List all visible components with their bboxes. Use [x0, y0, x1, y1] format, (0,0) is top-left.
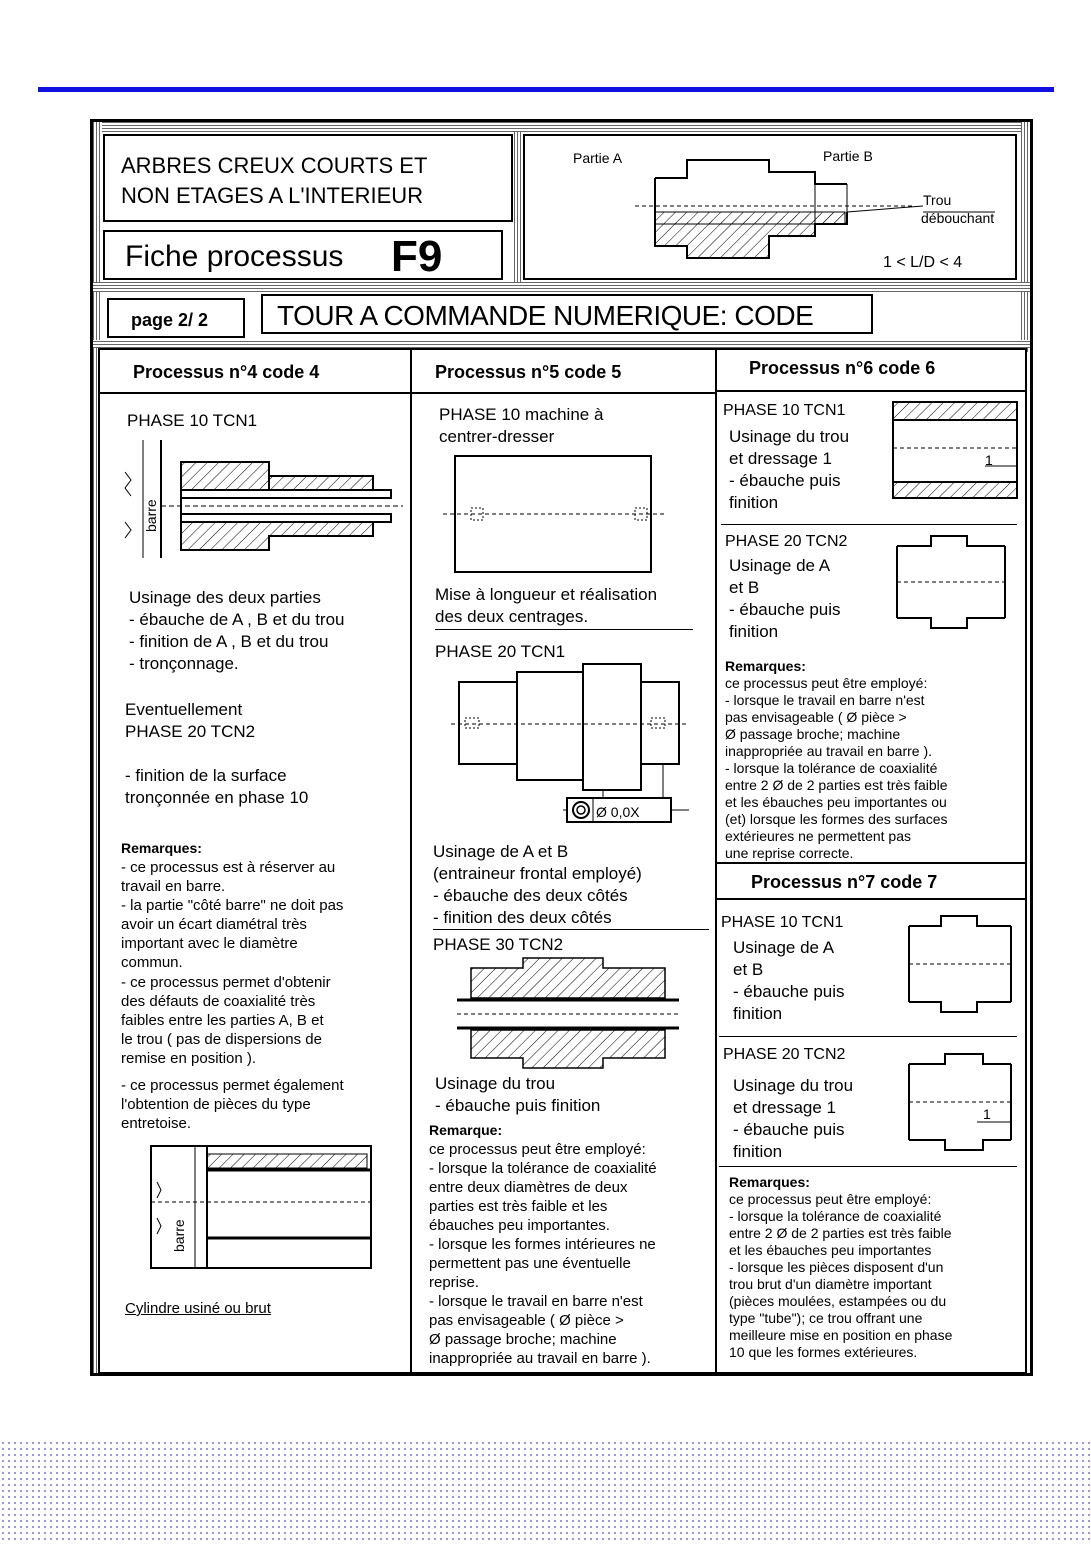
process7-phase20-drawing — [905, 1046, 1035, 1156]
col2-remarque-line: Ø passage broche; machine — [429, 1331, 617, 1348]
page-box — [107, 298, 245, 338]
col2-header-rule — [410, 392, 715, 394]
col1-remarque-line: des défauts de coaxialité très — [121, 993, 316, 1010]
col3-usinage10-0: Usinage du trou — [729, 427, 850, 446]
col3-phase10: PHASE 10 TCN1 — [723, 402, 846, 419]
col3-remarques-title: Remarques: — [725, 658, 806, 674]
col2-usinage-trou-0: Usinage du trou — [435, 1074, 556, 1093]
col1-remarque-line: remise en position ). — [121, 1050, 257, 1067]
col2-remarque-line: inappropriée au travail en barre ). — [429, 1350, 651, 1367]
col2-usinage-0: Usinage de A et B — [433, 842, 569, 861]
col2-rule-2 — [433, 929, 709, 930]
ratio-label: 1 < L/D < 4 — [883, 254, 963, 271]
col3-usinage20-1: et B — [729, 578, 760, 597]
col2-remarque-title: Remarque: — [429, 1122, 503, 1138]
partie-a-label: Partie A — [573, 150, 623, 166]
col2-usinage-3: - finition des deux côtés — [433, 908, 612, 927]
title-line1: ARBRES CREUX COURTS ET — [121, 153, 428, 178]
col2-mise-0: Mise à longueur et réalisation — [435, 585, 658, 604]
col1-barre-label: barre — [143, 499, 159, 532]
title-line2: NON ETAGES A L'INTERIEUR — [121, 183, 424, 208]
process5-phase30-drawing — [453, 954, 683, 1074]
col2-remarque-line: reprise. — [429, 1274, 480, 1291]
col3-p7-remarques-title: Remarques: — [729, 1174, 810, 1190]
process6-phase20-drawing — [891, 526, 1021, 636]
col1-remarque-line: - ce processus permet d'obtenir — [121, 974, 331, 991]
process7-title: Processus n°7 code 7 — [751, 872, 938, 892]
col3-header-rule — [715, 390, 1027, 392]
col2-remarque-line: - lorsque la tolérance de coaxialité — [429, 1160, 657, 1177]
col2-tolerance: Ø 0,0X — [596, 804, 640, 820]
col2-usinage-trou-1: - ébauche puis finition — [435, 1096, 601, 1115]
col1-remarque-line: travail en barre. — [121, 878, 226, 895]
process7-phase10-drawing — [905, 910, 1035, 1020]
col1-barre2-label: barre — [171, 1219, 187, 1252]
col3-p7-label1: 1 — [983, 1106, 991, 1122]
col2-usinage-2: - ébauche des deux côtés — [433, 886, 628, 905]
process4-part-drawing — [113, 432, 413, 562]
sheet-hatch-top — [93, 122, 1030, 132]
col3-process7-header-rule — [715, 898, 1027, 900]
col1-remarque-line: important avec le diamètre — [121, 935, 298, 952]
col1-remarque-line: commun. — [121, 954, 183, 971]
col3-p7-usinage10-1: et B — [733, 960, 764, 979]
process5-phase20-drawing — [443, 662, 693, 832]
sheet-hatch-band2 — [93, 340, 1030, 348]
col3-usinage10-2: - ébauche puis — [729, 471, 841, 490]
page-number: page 2/ 2 — [131, 310, 209, 330]
col1-remarque-line: faibles entre les parties A, B et — [121, 1012, 324, 1029]
col3-p7-remarque-line: (pièces moulées, estampées ou du — [729, 1293, 947, 1309]
col3-p7-remarque-line: - lorsque la tolérance de coaxialité — [729, 1208, 942, 1224]
col2-remarque-line: permettent pas une éventuelle — [429, 1255, 631, 1272]
col2-remarque-line: - lorsque les formes intérieures ne — [429, 1236, 656, 1253]
col3-usinage10-1: et dressage 1 — [729, 449, 833, 468]
col3-usinage10-3: finition — [729, 493, 779, 512]
process5-title: Processus n°5 code 5 — [435, 362, 622, 382]
col3-p7-phase10: PHASE 10 TCN1 — [721, 914, 844, 931]
col3-remarque-line: inappropriée au travail en barre ). — [725, 743, 933, 759]
col3-p7-remarque-line: entre 2 Ø de 2 parties est très faible — [729, 1225, 952, 1241]
col3-p7-remarque-line: ce processus peut être employé: — [729, 1191, 932, 1207]
fiche-code: F9 — [391, 232, 443, 281]
process6-title: Processus n°6 code 6 — [749, 358, 936, 378]
col1-remarque-line: le trou ( pas de dispersions de — [121, 1031, 322, 1048]
col1-desc-0: Usinage des deux parties — [129, 588, 321, 607]
col2-phase20: PHASE 20 TCN1 — [435, 642, 566, 661]
col3-usinage20-2: - ébauche puis — [729, 600, 841, 619]
col1-remarque-line: entretoise. — [121, 1115, 192, 1132]
partie-b-label: Partie B — [823, 148, 873, 164]
fiche-box — [103, 230, 503, 280]
col3-rule-3 — [719, 1166, 1017, 1167]
col3-p7-usinage10-3: finition — [733, 1004, 783, 1023]
col3-remarque-line: Ø passage broche; machine — [725, 726, 901, 742]
col1-desc-3: - tronçonnage. — [129, 654, 239, 673]
debouchant-label: débouchant — [921, 210, 995, 226]
col2-remarque-line: - lorsque le travail en barre n'est — [429, 1293, 643, 1310]
col2-remarque-line: entre deux diamètres de deux — [429, 1179, 628, 1196]
machine-box — [261, 294, 873, 334]
process5-phase10-drawing — [443, 452, 673, 582]
col3-p7-phase20: PHASE 20 TCN2 — [723, 1046, 846, 1063]
col3-usinage20-0: Usinage de A — [729, 556, 831, 575]
col2-usinage-1: (entraineur frontal employé) — [433, 864, 642, 883]
col1-cylindre: Cylindre usiné ou brut — [125, 1300, 271, 1317]
col2-phase10-0: PHASE 10 machine à — [439, 405, 604, 424]
col1-remarque-line: - ce processus est à réserver au — [121, 859, 336, 876]
col1-eventuel-1: PHASE 20 TCN2 — [125, 722, 256, 741]
schematic-box — [523, 134, 1017, 280]
machine-title: TOUR A COMMANDE NUMERIQUE: CODE — [277, 300, 814, 331]
col3-p7-remarque-line: et les ébauches peu importantes — [729, 1242, 932, 1258]
dotted-footer-band — [0, 1440, 1091, 1544]
col3-remarque-line: (et) lorsque les formes des surfaces — [725, 811, 948, 827]
col1-finition-1: tronçonnée en phase 10 — [125, 788, 309, 807]
sheet-hatch-mid — [514, 132, 522, 282]
col3-rule-2 — [719, 1036, 1017, 1037]
col1-remarque-line: - ce processus permet également — [121, 1077, 344, 1094]
trou-label: Trou — [923, 192, 952, 208]
col3-p7-usinage20-2: - ébauche puis — [733, 1120, 845, 1139]
col3-process7-top-rule — [715, 862, 1027, 864]
col3-p7-remarque-line: meilleure mise en position en phase — [729, 1327, 953, 1343]
col2-remarque-line: pas envisageable ( Ø pièce > — [429, 1312, 624, 1329]
fiche-label: Fiche processus — [125, 240, 344, 273]
col1-remarques-title: Remarques: — [121, 840, 202, 856]
sheet-hatch-band — [93, 282, 1030, 292]
col1-remarque-line: avoir un écart diamétral très — [121, 916, 307, 933]
title-box — [103, 134, 513, 222]
col1-finition-0: - finition de la surface — [125, 766, 287, 785]
col3-p7-usinage20-3: finition — [733, 1142, 783, 1161]
col3-remarque-line: ce processus peut être employé: — [725, 675, 928, 691]
col3-usinage20-3: finition — [729, 622, 779, 641]
col2-mise-1: des deux centrages. — [435, 607, 589, 626]
col3-phase20: PHASE 20 TCN2 — [725, 533, 848, 550]
col1-remarque-line: l'obtention de pièces du type — [121, 1096, 311, 1113]
col1-desc-2: - finition de A , B et du trou — [129, 632, 329, 651]
process-sheet — [90, 119, 1033, 1376]
col3-p7-remarque-line: type "tube"); ce trou offrant une — [729, 1310, 923, 1326]
col3-p7-usinage10-2: - ébauche puis — [733, 982, 845, 1001]
col2-remarque-line: ébauches peu importantes. — [429, 1217, 610, 1234]
col2-remarque-line: parties est très faible et les — [429, 1198, 608, 1215]
col2-rule-1 — [435, 629, 693, 630]
col1-eventuel-0: Eventuellement — [125, 700, 243, 719]
col3-remarque-line: - lorsque le travail en barre n'est — [725, 692, 925, 708]
col1-phase10: PHASE 10 TCN1 — [127, 411, 258, 430]
part-schematic-drawing — [525, 136, 1019, 282]
col1-header-rule — [98, 392, 410, 394]
col1-desc-1: - ébauche de A , B et du trou — [129, 610, 345, 629]
col1-entretoise-drawing — [143, 1142, 383, 1272]
col1-remarque-line: - la partie "côté barre" ne doit pas — [121, 897, 344, 914]
top-rule — [38, 87, 1054, 92]
col3-remarque-line: pas envisageable ( Ø pièce > — [725, 709, 907, 725]
col3-remarque-line: une reprise correcte. — [725, 845, 854, 861]
col3-p7-remarque-line: 10 que les formes extérieures. — [729, 1344, 918, 1360]
col3-p7-usinage10-0: Usinage de A — [733, 938, 835, 957]
process4-title: Processus n°4 code 4 — [133, 362, 320, 382]
col2-remarque-line: ce processus peut être employé: — [429, 1141, 646, 1158]
col3-remarque-line: et les ébauches peu importantes ou — [725, 794, 947, 810]
col3-p7-usinage20-0: Usinage du trou — [733, 1076, 854, 1095]
col3-p7-remarque-line: trou brut d'un diamètre important — [729, 1276, 932, 1292]
process6-phase10-drawing — [889, 400, 1019, 500]
col3-p7-usinage20-1: et dressage 1 — [733, 1098, 837, 1117]
col3-remarque-line: extérieures ne permettent pas — [725, 828, 911, 844]
col2-phase10-1: centrer-dresser — [439, 427, 555, 446]
col3-remarque-line: entre 2 Ø de 2 parties est très faible — [725, 777, 948, 793]
col3-remarque-line: - lorsque la tolérance de coaxialité — [725, 760, 938, 776]
col2-phase30: PHASE 30 TCN2 — [433, 935, 564, 954]
col3-p7-remarque-line: - lorsque les pièces disposent d'un — [729, 1259, 944, 1275]
column-divider-2 — [715, 348, 717, 1374]
sheet-hatch-right — [1021, 122, 1030, 352]
col3-rule-1 — [721, 524, 1017, 525]
col3-label1: 1 — [985, 452, 993, 468]
